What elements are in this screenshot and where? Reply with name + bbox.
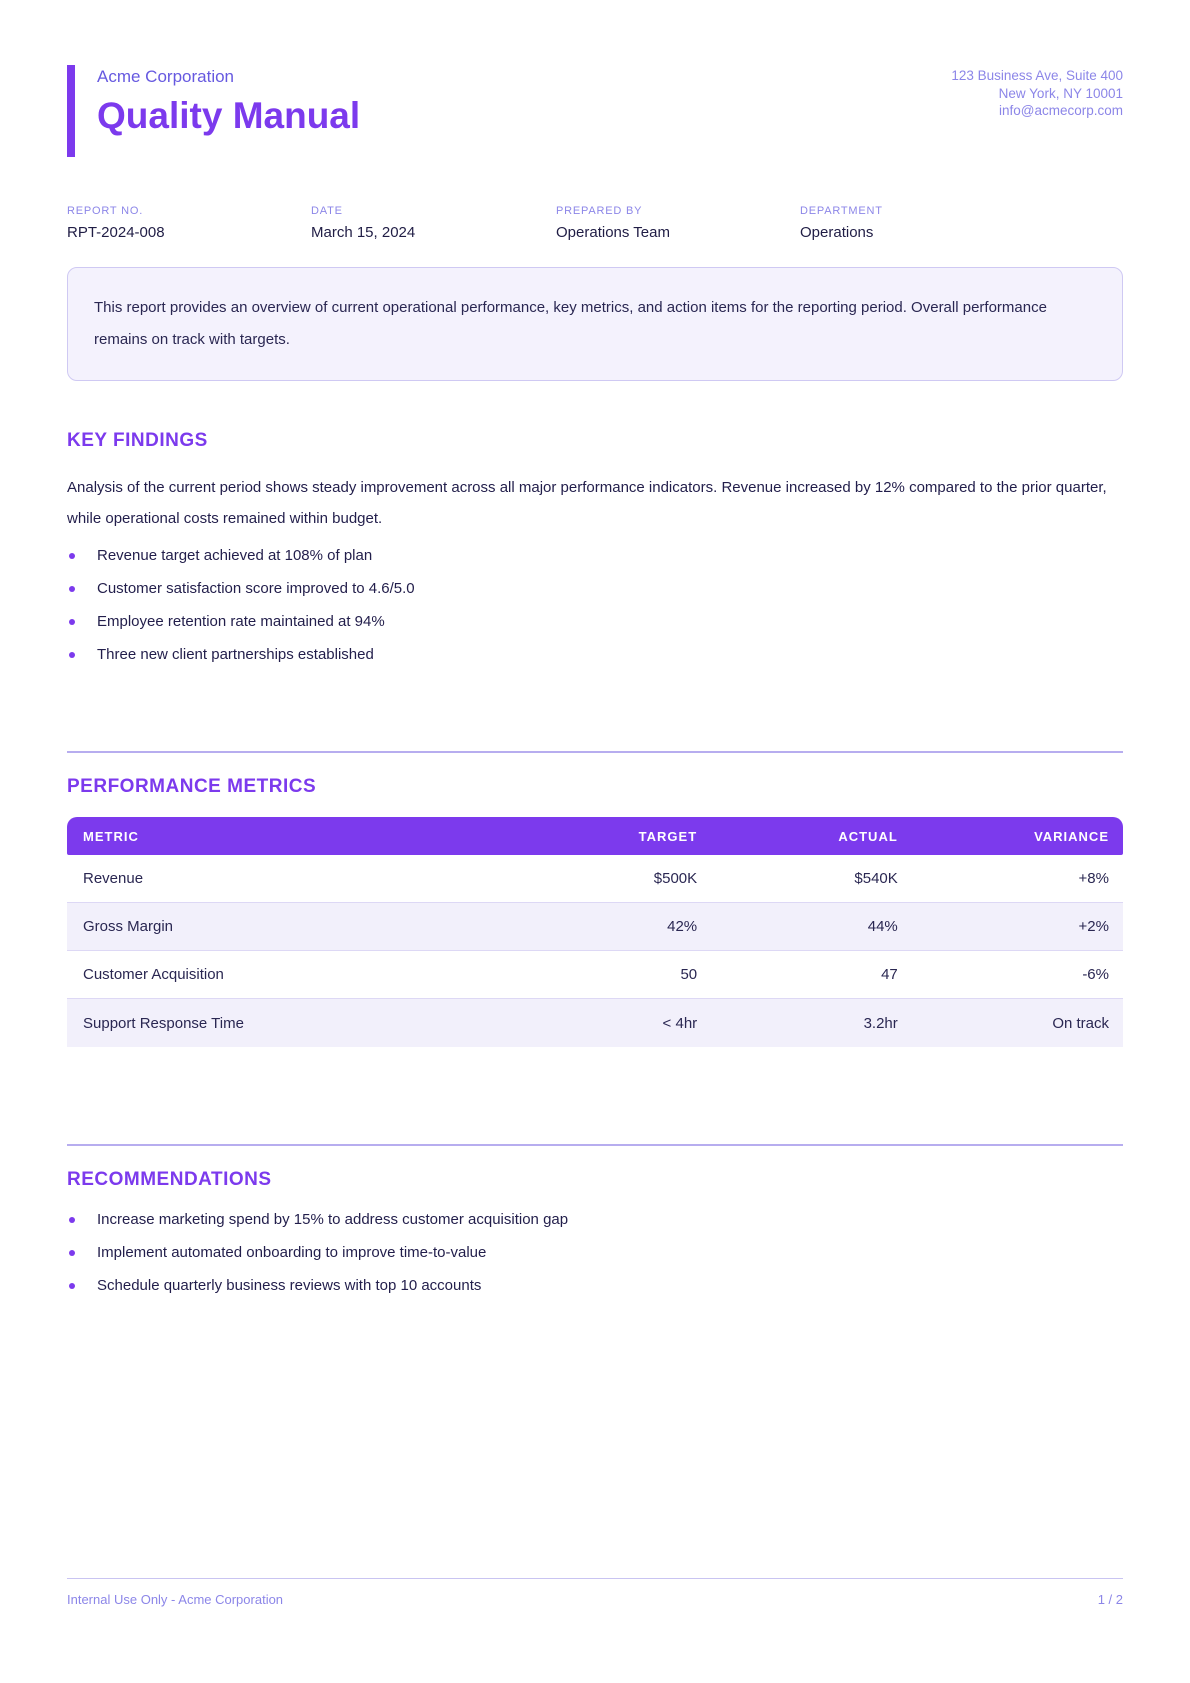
bullet-dot-icon <box>69 1217 75 1223</box>
list-item-text: Three new client partnerships established <box>97 646 374 663</box>
meta-field-prepared-by <box>556 205 800 241</box>
list-item <box>67 1243 1123 1263</box>
company-email: info@acmecorp.com <box>999 103 1123 118</box>
bullet-dot-icon <box>69 619 75 625</box>
section-heading-recommendations: RECOMMENDATIONS <box>67 1169 272 1190</box>
company-name: Acme Corporation <box>97 67 235 86</box>
footer-confidentiality-note: Internal Use Only - Acme Corporation <box>67 1592 284 1607</box>
meta-label: DATE <box>311 205 343 217</box>
cell-metric: Support Response Time <box>67 999 532 1047</box>
recommendations-list <box>67 1210 1123 1296</box>
bullet-dot-icon <box>69 652 75 658</box>
meta-field-date <box>311 205 556 241</box>
cell-actual: 44% <box>711 903 912 951</box>
meta-field-department <box>800 205 1123 241</box>
page-number: 1 / 2 <box>1097 1592 1123 1607</box>
list-item-text: Revenue target achieved at 108% of plan <box>97 547 373 564</box>
table-row <box>67 951 1123 999</box>
meta-label: REPORT NO. <box>67 205 144 217</box>
meta-value: Operations <box>800 224 874 241</box>
cell-target: 50 <box>532 951 712 999</box>
cell-actual: 47 <box>711 951 912 999</box>
summary-callout: This report provides an overview of current operational performance, key metrics, and action items for the reporting period. Overall performance remains on track with targets. <box>67 267 1123 381</box>
list-item <box>67 546 1123 566</box>
title-block <box>67 65 360 157</box>
page-title: Quality Manual <box>97 95 361 136</box>
list-item-text: Increase marketing spend by 15% to address customer acquisition gap <box>97 1211 569 1228</box>
meta-value: March 15, 2024 <box>311 224 416 241</box>
performance-metrics-table <box>67 817 1123 1047</box>
bullet-dot-icon <box>69 553 75 559</box>
list-item <box>67 579 1123 599</box>
list-item-text: Implement automated onboarding to improve time-to-value <box>97 1244 487 1261</box>
meta-label: DEPARTMENT <box>800 205 883 217</box>
cell-variance: On track <box>912 999 1123 1047</box>
column-header-actual: ACTUAL <box>711 817 912 855</box>
cell-target: < 4hr <box>532 999 712 1047</box>
list-item-text: Employee retention rate maintained at 94% <box>97 613 385 630</box>
meta-value: Operations Team <box>556 224 670 241</box>
column-header-metric: METRIC <box>67 817 532 855</box>
report-meta-row <box>67 205 1123 241</box>
address-line: 123 Business Ave, Suite 400 <box>951 68 1123 83</box>
key-findings-list <box>67 546 1123 665</box>
list-item <box>67 612 1123 632</box>
bullet-dot-icon <box>69 1250 75 1256</box>
meta-field-report-no <box>67 205 311 241</box>
column-header-target: TARGET <box>532 817 712 855</box>
list-item-text: Customer satisfaction score improved to 4.6/5.0 <box>97 580 415 597</box>
list-item <box>67 1276 1123 1296</box>
table-header-row <box>67 817 1123 855</box>
report-header <box>67 65 1123 157</box>
section-divider <box>67 1144 1123 1146</box>
section-heading-key-findings: KEY FINDINGS <box>67 430 208 451</box>
meta-value: RPT-2024-008 <box>67 224 165 241</box>
table-row <box>67 855 1123 903</box>
cell-variance: +8% <box>912 855 1123 903</box>
bullet-dot-icon <box>69 1283 75 1289</box>
cell-variance: -6% <box>912 951 1123 999</box>
list-item <box>67 1210 1123 1230</box>
column-header-variance: VARIANCE <box>912 817 1123 855</box>
list-item <box>67 645 1123 665</box>
list-item-text: Schedule quarterly business reviews with top 10 accounts <box>97 1277 482 1294</box>
key-findings-paragraph: Analysis of the current period shows steady improvement across all major performance indicators. Revenue increased by 12% compared to the prior quarter, while operational costs remained within budget. <box>67 479 1107 527</box>
cell-metric: Revenue <box>67 855 532 903</box>
section-heading-performance-metrics: PERFORMANCE METRICS <box>67 776 317 797</box>
table-row <box>67 999 1123 1047</box>
cell-actual: $540K <box>711 855 912 903</box>
address-line: New York, NY 10001 <box>998 85 1123 101</box>
cell-actual: 3.2hr <box>711 999 912 1047</box>
table-row <box>67 903 1123 951</box>
section-divider <box>67 751 1123 753</box>
cell-target: $500K <box>532 855 712 903</box>
page-footer <box>67 1578 1123 1607</box>
cell-metric: Gross Margin <box>67 903 532 951</box>
bullet-dot-icon <box>69 586 75 592</box>
cell-variance: +2% <box>912 903 1123 951</box>
meta-label: PREPARED BY <box>556 205 643 217</box>
company-address <box>951 65 1123 120</box>
cell-target: 42% <box>532 903 712 951</box>
cell-metric: Customer Acquisition <box>67 951 532 999</box>
